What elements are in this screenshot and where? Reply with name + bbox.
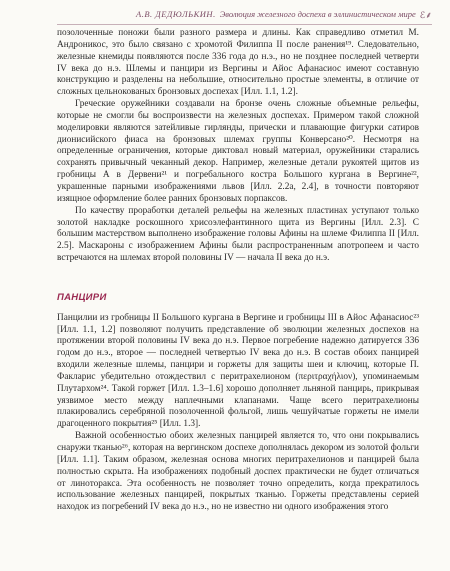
running-header <box>57 4 432 25</box>
paragraph: Греческие оружейники создавали на бронзе очень сложные объемные рельефы, которые не смогли бы воспроизвести на железных доспехах. Примером такой сложной моделировки являются затейливые гирлянды, прически и плавающие фигурки сатиров дионисийского фиаса на бронзовых шлемах группы Конверсано²⁰. Несмотря на определенные ограничения, которые диктовал новый материал, оружейники старались сохранять привычный чеканный декор. Например, железные детали рукоятей щитов из гробницы А в Дервени²¹ и погребального костра Большого кургана в Вергине²², украшенные парными изображениями львов [Илл. 2.2а, 2.4], в точности повторяют изящное оформление более ранних бронзовых порпаксов. <box>57 99 419 204</box>
paragraph: Панцилии из гробницы II Большого кургана в Вергине и гробницы III в Айос Афанасиос²³ [Илл. 1.1, 1.2] позволяют получить представление об эволюции железных доспехов на протяжении второй половины IV века до н.э. Первое погребение надежно датируется 336 годом до н.э., второе — последней четвертью IV века до н.э. В состав обоих панцирей входили железные шлемы, панцири и горжеты для защиты шеи и ключиц, которые П. Факларис убедительно отождествил с перитрахелионом (περιτραχήλιον), упоминаемым Плутархом²⁴. Такой горжет [Илл. 1.3–1.6] хорошо дополняет льняной панцирь, прикрывая уязвимое место между наплечными клапанами. Чаще всего перитрахелионы плакировались серебряной позолоченной фольгой, лишь чешуйчатые горжеты не имели драгоценного покрытия²⁵ [Илл. 1.3]. <box>57 312 419 430</box>
header-author: А.В. ДЕДЮЛЬКИН. <box>136 9 216 19</box>
paragraph: позолоченные поножи были разного размера и длины. Как справедливо отметил М. Андроникос, это было связано с хромотой Филиппа II после ранения¹⁹. Следовательно, железные кнемиды появляются после 336 года до н.э., но не позднее последней четверти IV века до н.э. Шлемы и панцири из Вергины и Айос Афанасиос имеют составную конструкцию и разделены на небольшие, относительно простые элементы, в отличие от сложных цельнокованых бронзовых доспехах [Илл. 1.1, 1.2]. <box>57 28 419 98</box>
paragraph: Важной особенностью обоих железных панцирей является то, что они покрывались снаружи тканью²⁶, которая на вергинском доспехе дополнялась декором из золотой фольги [Илл. 1.1]. Таким образом, железная основа многих перитрахелионов и панцирей была полностью скрыта. На изображениях подобный доспех практически не будет отличаться от линоторакса. Эта особенность не позволяет точно определить, когда прекратилось использование железных панцирей, покрытых тканью. Горжеты представлены серией находок из погребений IV века до н.э., но не известно ни одного изображения этого <box>57 431 419 513</box>
page-body <box>57 28 419 514</box>
ornament-icon: ℰ⸙ <box>419 9 432 20</box>
section-heading: ПАНЦИРИ <box>57 291 107 303</box>
header-title: Эволюция железного доспеха в эллинистическом мире <box>219 9 416 19</box>
paragraph: По качеству проработки деталей рельефы на железных пластинах уступают только золотой накладке роскошного хрисоэлефантинного щита из Вергины [Илл. 2.3]. С большим мастерством выполнено изображение головы Афины на шлеме Филиппа II [Илл. 2.5]. Маскароны с изображением Афины были распространенным апотропеем и часто встречаются на шлемах второй половины IV — начала II века до н.э. <box>57 205 419 264</box>
